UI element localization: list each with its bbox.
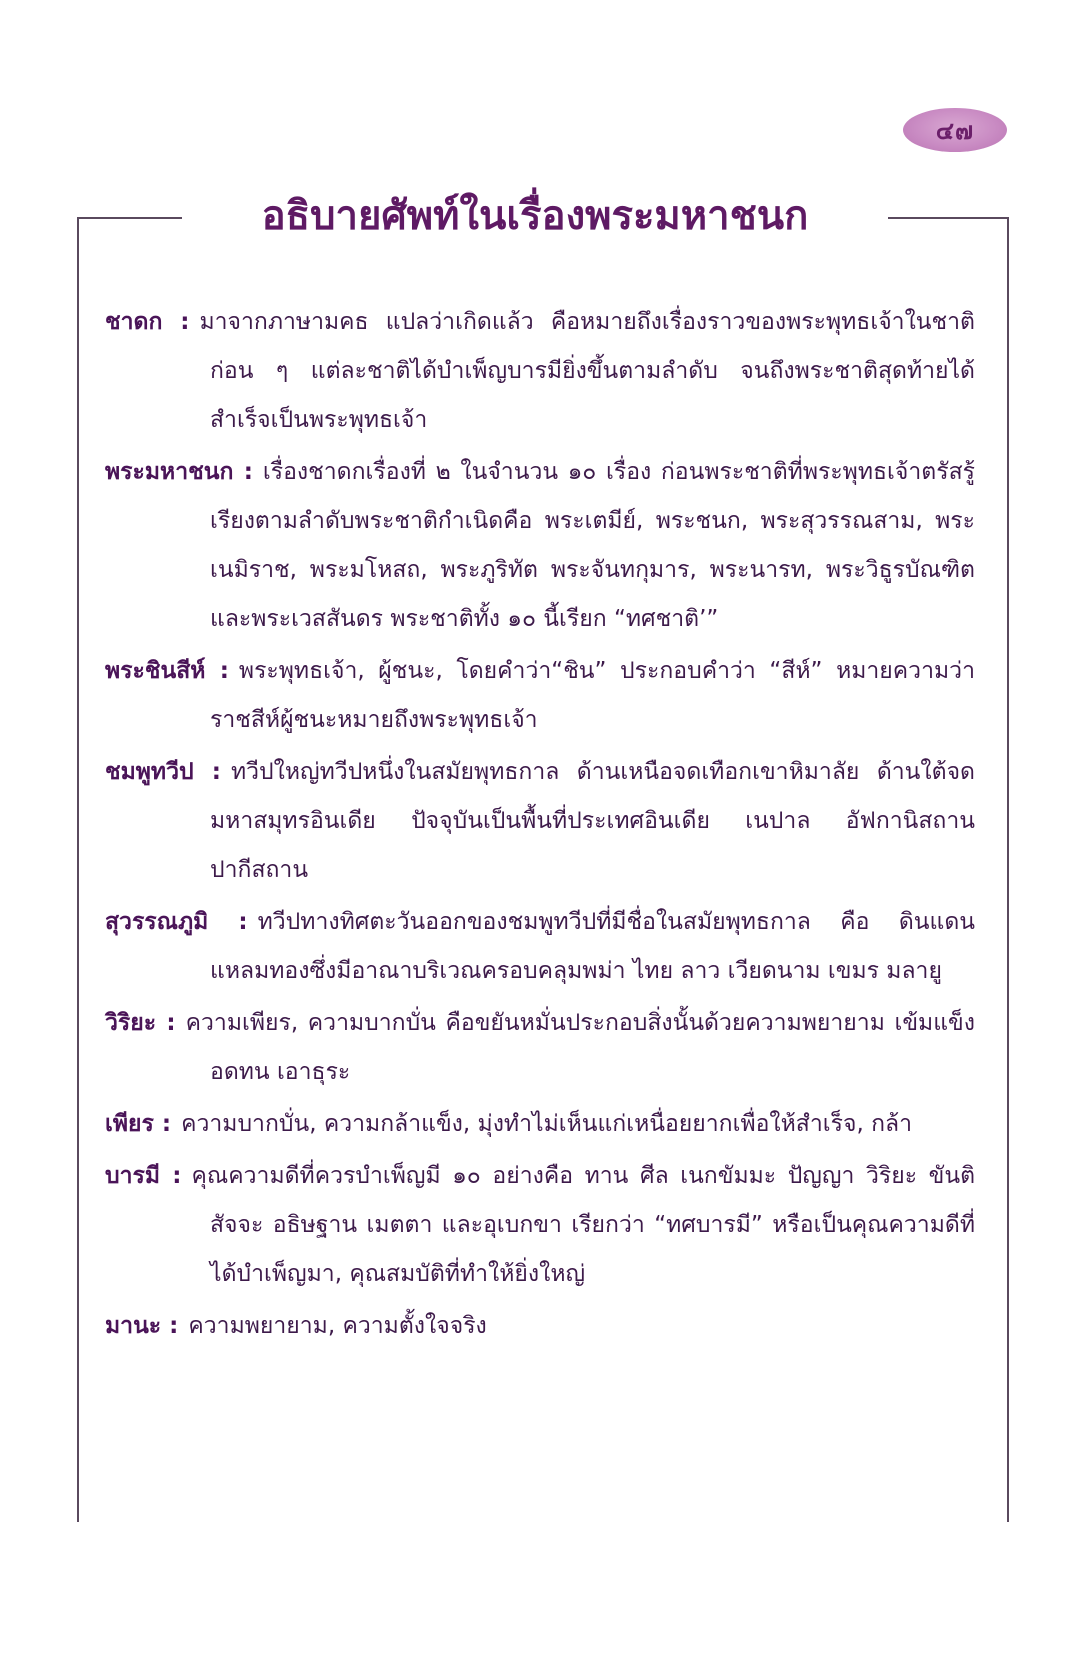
glossary-entry-suwannaphum (105, 898, 975, 996)
glossary-entry-phra-chinasi (105, 647, 975, 745)
glossary-definition: มาจากภาษามคธ แปลว่าเกิดแล้ว คือหมายถึงเรื่องราวของพระพุทธเจ้าในชาติก่อน ๆ แต่ละชาติได้บำเพ็ญบารมียิ่งขึ้นตามลำดับ จนถึงพระชาติสุดท้ายได้สำเร็จเป็นพระพุทธเจ้า (199, 309, 975, 433)
glossary-definition: คุณความดีที่ควรบำเพ็ญมี ๑๐ อย่างคือ ทาน ศีล เนกขัมมะ ปัญญา วิริยะ ขันติ สัจจะ อธิษฐาน เมตตา และอุเบกขา เรียกว่า “ทศบารมี” หรือเป็นคุณความดีที่ได้บำเพ็ญมา, คุณสมบัติที่ทำให้ยิ่งใหญ่ (191, 1163, 976, 1287)
glossary (105, 298, 975, 1354)
glossary-term: พระมหาชนก : (105, 459, 253, 485)
frame-top-right-rule (888, 217, 1008, 219)
glossary-definition: พระพุทธเจ้า, ผู้ชนะ, โดยคำว่า“ชิน” ประกอบคำว่า “สีห์” หมายความว่า ราชสีห์ผู้ชนะหมายถึงพระพุทธเจ้า (210, 658, 975, 733)
glossary-definition: ทวีปใหญ่ทวีปหนึ่งในสมัยพุทธกาล ด้านเหนือจดเทือกเขาหิมาลัย ด้านใต้จดมหาสมุทรอินเดีย ปัจจุบันเป็นพื้นที่ประเทศอินเดีย เนปาล อัฟกานิสถาน ปากีสถาน (210, 759, 975, 883)
glossary-entry-chadok (105, 298, 975, 445)
glossary-term: ชาดก : (105, 309, 190, 335)
glossary-entry-baramee (105, 1152, 975, 1299)
glossary-term: สุวรรณภูมิ : (105, 909, 248, 935)
frame-right-rule (1007, 217, 1009, 1522)
glossary-term: พระชินสีห์ : (105, 658, 229, 684)
glossary-definition: ทวีปทางทิศตะวันออกของชมพูทวีปที่มีชื่อในสมัยพุทธกาล คือ ดินแดนแหลมทองซึ่งมีอาณาบริเวณครอบคลุมพม่า ไทย ลาว เวียดนาม เขมร มลายู (210, 909, 975, 984)
glossary-entry-mana (105, 1302, 975, 1351)
glossary-term: บารมี : (105, 1163, 182, 1189)
page-title: อธิบายศัพท์ในเรื่องพระมหาชนก (261, 193, 809, 239)
glossary-term: มานะ : (105, 1313, 179, 1339)
glossary-term: ชมพูทวีป : (105, 759, 221, 785)
glossary-definition: ความเพียร, ความบากบั่น คือขยันหมั่นประกอบสิ่งนั้นด้วยความพยายาม เข้มแข็ง อดทน เอาธุระ (185, 1010, 975, 1085)
frame-top-left-rule (78, 217, 182, 219)
glossary-term: เพียร : (105, 1111, 172, 1137)
glossary-definition: ความพยายาม, ความตั้งใจจริง (188, 1313, 487, 1339)
page-number-badge: ๔๗ (903, 108, 1007, 152)
glossary-entry-phra-mahachanok (105, 448, 975, 644)
glossary-entry-wiriya (105, 999, 975, 1097)
glossary-term: วิริยะ : (105, 1010, 176, 1036)
glossary-entry-chomphuthawip (105, 748, 975, 895)
glossary-definition: ความบากบั่น, ความกล้าแข็ง, มุ่งทำไม่เห็นแก่เหนื่อยยากเพื่อให้สำเร็จ, กล้า (181, 1111, 913, 1137)
frame-left-rule (77, 217, 79, 1522)
glossary-definition: เรื่องชาดกเรื่องที่ ๒ ในจำนวน ๑๐ เรื่อง ก่อนพระชาติที่พระพุทธเจ้าตรัสรู้ เรียงตามลำดับพระชาติกำเนิดคือ พระเตมีย์, พระชนก, พระสุวรรณสาม, พระเนมิราช, พระมโหสถ, พระภูริทัต พระจันทกุมาร, พระนารท, พระวิธูรบัณฑิต และพระเวสสันดร พระชาติทั้ง ๑๐ นี้เรียก “ทศชาติ’” (210, 459, 975, 632)
glossary-entry-phian (105, 1100, 975, 1149)
